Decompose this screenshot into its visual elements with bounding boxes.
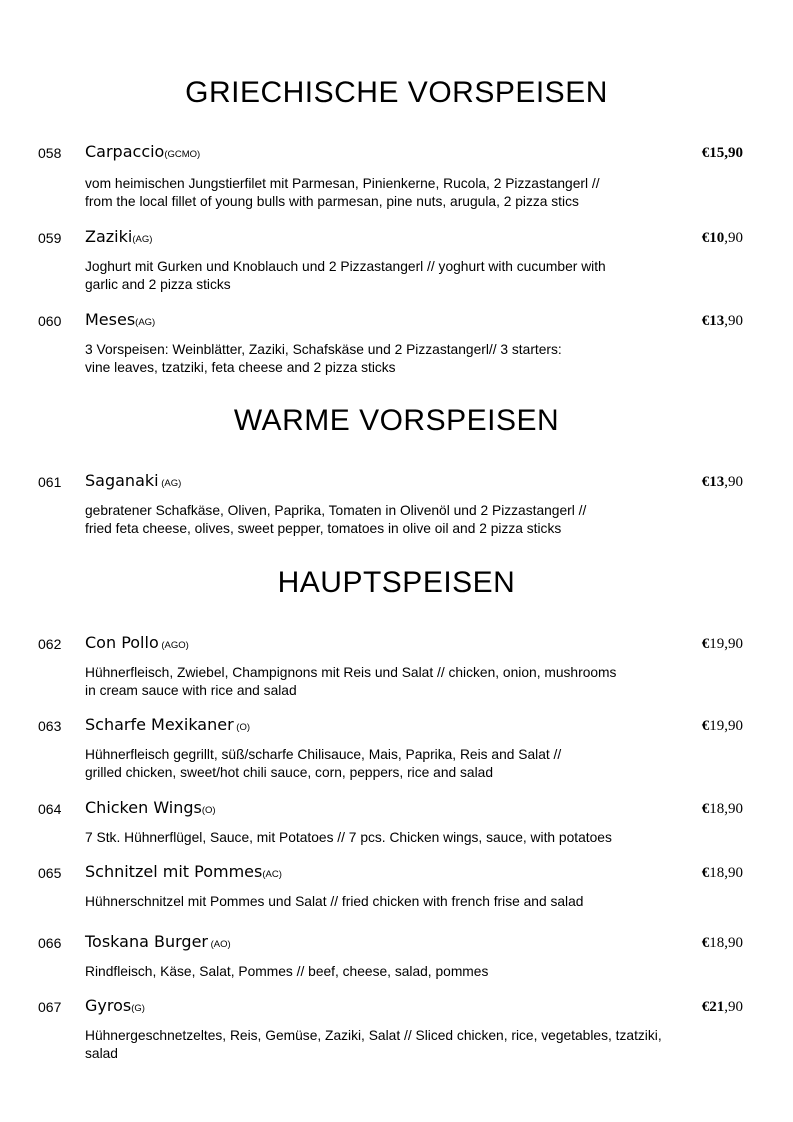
item-number: 058 (38, 145, 62, 161)
price-main: € (701, 935, 710, 951)
price-main: €15,90 (701, 145, 743, 161)
item-price (702, 718, 743, 735)
item-name (85, 310, 155, 329)
item-price (702, 145, 743, 162)
item-number: 067 (38, 999, 62, 1015)
description-line: vine leaves, tzatziki, feta cheese and 2 pizza sticks (85, 360, 396, 375)
item-description (85, 664, 705, 700)
item-name (85, 633, 189, 652)
item-price (702, 935, 743, 952)
item-description (85, 963, 705, 981)
description-line: grilled chicken, sweet/hot chili sauce, corn, peppers, rice and salad (85, 765, 493, 780)
description-line: Hühnerschnitzel mit Pommes und Salat // fried chicken with french frise and salad (85, 894, 584, 909)
item-name-text: Gyros (85, 996, 132, 1015)
item-description (85, 502, 705, 538)
item-number: 064 (38, 801, 62, 817)
item-name-text: Chicken Wings (85, 798, 202, 817)
allergen-code: (AGO) (158, 640, 189, 651)
item-name (85, 862, 282, 881)
item-name-text: Toskana Burger (85, 932, 208, 951)
description-line: salad (85, 1046, 118, 1061)
price-main: €13 (701, 313, 725, 329)
item-number: 060 (38, 313, 62, 329)
item-name (85, 142, 200, 161)
item-description (85, 893, 705, 911)
item-description (85, 829, 705, 847)
item-name (85, 227, 152, 246)
item-description (85, 1027, 705, 1063)
allergen-code: (AO) (208, 939, 231, 950)
price-decimal: ,90 (724, 313, 743, 329)
price-main: €10 (701, 230, 725, 246)
allergen-code: (G) (131, 1003, 145, 1014)
item-price (702, 230, 743, 247)
item-number: 065 (38, 865, 62, 881)
item-name (85, 715, 250, 734)
allergen-code: (AC) (262, 869, 282, 880)
price-main: €13 (701, 474, 725, 490)
description-line: Hühnerfleisch gegrillt, süß/scharfe Chilisauce, Mais, Paprika, Reis and Salat // (85, 747, 562, 762)
description-line: Joghurt mit Gurken und Knoblauch und 2 Pizzastangerl // yoghurt with cucumber with (85, 259, 606, 274)
price-decimal: ,90 (724, 230, 743, 246)
description-line: 3 Vorspeisen: Weinblätter, Zaziki, Schafskäse und 2 Pizzastangerl// 3 starters: (85, 342, 562, 357)
allergen-code: (O) (233, 722, 251, 733)
item-number: 066 (38, 935, 62, 951)
price-decimal: ,90 (724, 474, 743, 490)
item-description (85, 258, 705, 294)
item-name-text: Meses (85, 310, 136, 329)
item-number: 063 (38, 718, 62, 734)
allergen-code: (GCMO) (164, 149, 201, 160)
item-price (702, 999, 743, 1016)
description-line: Rindfleisch, Käse, Salat, Pommes // beef, cheese, salad, pommes (85, 964, 489, 979)
section-heading-warm-starters: WARME VORSPEISEN (233, 404, 560, 437)
price-decimal: 19,90 (709, 718, 743, 734)
item-price (702, 313, 743, 330)
item-price (702, 636, 743, 653)
price-main: € (701, 718, 710, 734)
allergen-code: (AG) (135, 317, 156, 328)
item-name (85, 798, 216, 817)
item-name-text: Con Pollo (85, 633, 159, 652)
description-line: Hühnerfleisch, Zwiebel, Champignons mit Reis und Salat // chicken, onion, mushrooms (85, 665, 617, 680)
section-heading-greek-starters: GRIECHISCHE VORSPEISEN (185, 76, 608, 109)
item-number: 062 (38, 636, 62, 652)
item-name (85, 996, 145, 1015)
price-decimal: 18,90 (709, 865, 743, 881)
item-number: 059 (38, 230, 62, 246)
item-number: 061 (38, 474, 62, 490)
item-name-text: Scharfe Mexikaner (85, 715, 234, 734)
description-line: gebratener Schafkäse, Oliven, Paprika, Tomaten in Olivenöl und 2 Pizzastangerl // (85, 503, 587, 518)
allergen-code: (O) (201, 805, 216, 816)
item-description (85, 746, 705, 782)
allergen-code: (AG) (158, 478, 182, 489)
item-price (702, 474, 743, 491)
description-line: vom heimischen Jungstierfilet mit Parmesan, Pinienkerne, Rucola, 2 Pizzastangerl // (85, 176, 600, 191)
price-decimal: 19,90 (709, 636, 743, 652)
description-line: Hühnergeschnetzeltes, Reis, Gemüse, Zaziki, Salat // Sliced chicken, rice, vegetables, tzatziki, (85, 1028, 662, 1043)
item-description (85, 175, 705, 211)
description-line: garlic and 2 pizza sticks (85, 277, 231, 292)
item-description (85, 341, 705, 377)
allergen-code: (AG) (132, 234, 153, 245)
price-main: € (701, 865, 710, 881)
item-name (85, 932, 231, 951)
description-line: fried feta cheese, olives, sweet pepper, tomatoes in olive oil and 2 pizza sticks (85, 521, 562, 536)
item-name-text: Saganaki (85, 471, 159, 490)
price-main: €21 (701, 999, 725, 1015)
item-price (702, 865, 743, 882)
item-name-text: Schnitzel mit Pommes (85, 862, 263, 881)
item-name-text: Zaziki (85, 227, 133, 246)
price-main: € (701, 801, 710, 817)
price-main: € (701, 636, 710, 652)
price-decimal: 18,90 (709, 935, 743, 951)
item-price (702, 801, 743, 818)
description-line: from the local fillet of young bulls with parmesan, pine nuts, arugula, 2 pizza stics (85, 194, 579, 209)
description-line: 7 Stk. Hühnerflügel, Sauce, mit Potatoes // 7 pcs. Chicken wings, sauce, with potatoes (85, 830, 612, 845)
item-name (85, 471, 181, 490)
section-heading-main-courses: HAUPTSPEISEN (277, 566, 516, 599)
price-decimal: 18,90 (709, 801, 743, 817)
description-line: in cream sauce with rice and salad (85, 683, 297, 698)
item-name-text: Carpaccio (85, 142, 165, 161)
price-decimal: ,90 (724, 999, 743, 1015)
